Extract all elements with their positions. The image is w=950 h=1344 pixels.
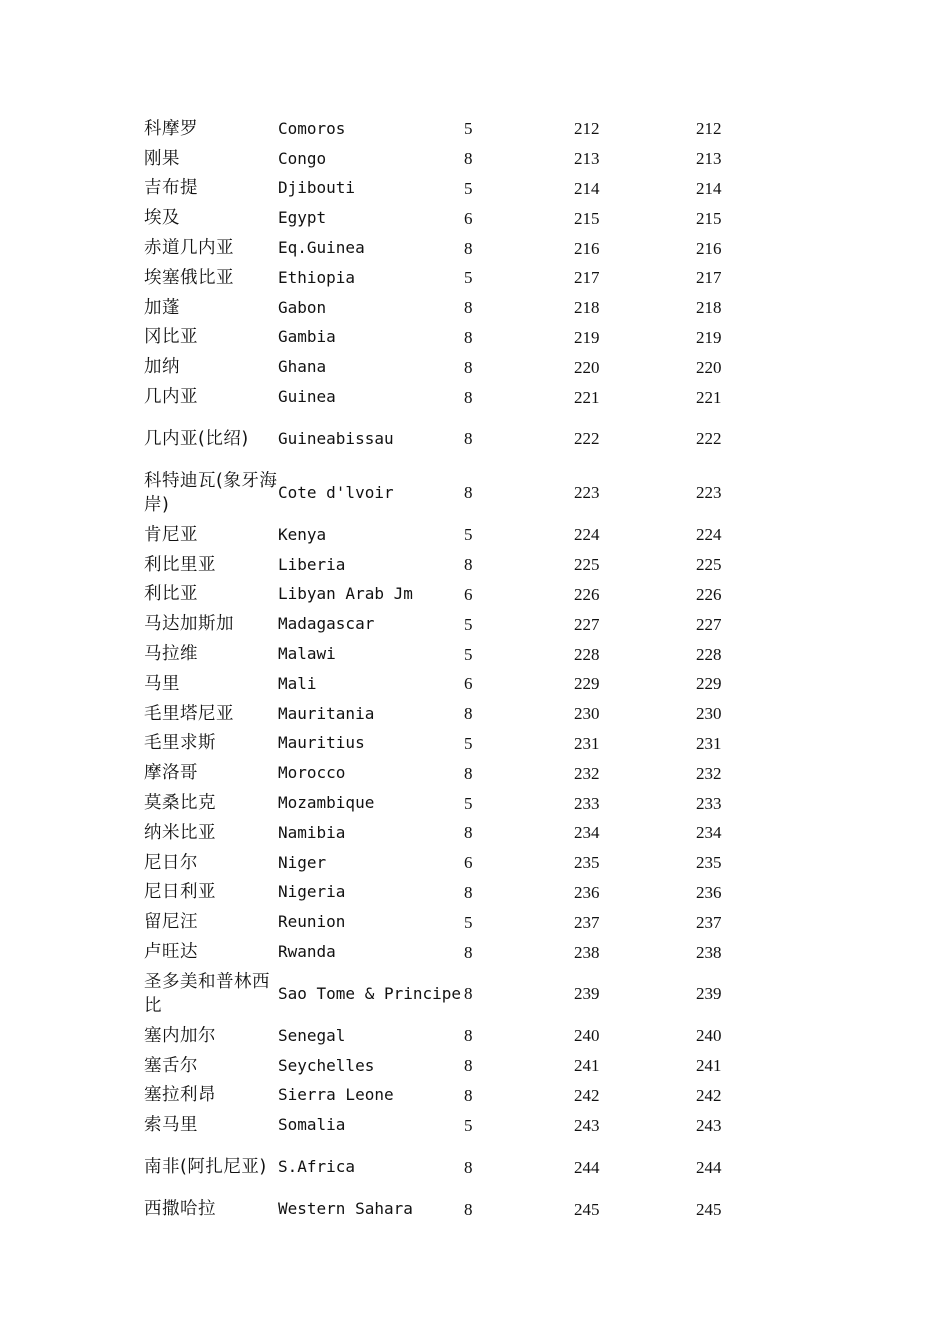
country-name-cn: 加纳 — [144, 357, 180, 378]
country-code-table — [144, 114, 754, 1224]
code-cell-2: 228 — [696, 644, 722, 664]
code-cell-2: 221 — [696, 387, 722, 407]
country-name-en: Namibia — [278, 822, 346, 842]
zone-cell: 8 — [464, 882, 473, 902]
table-row — [144, 699, 754, 729]
zone-cell: 5 — [464, 1115, 473, 1135]
country-name-en: Senegal — [278, 1025, 346, 1045]
table-row — [144, 382, 754, 412]
country-name-en: Congo — [278, 148, 327, 168]
zone-cell: 8 — [464, 298, 473, 318]
table-row — [144, 967, 754, 1021]
zone-cell: 5 — [464, 733, 473, 753]
code-cell: 236 — [574, 882, 600, 902]
zone-cell: 8 — [464, 327, 473, 347]
table-row — [144, 1081, 754, 1111]
zone-cell: 6 — [464, 674, 473, 694]
code-cell-2: 229 — [696, 674, 722, 694]
country-name-en: Seychelles — [278, 1055, 375, 1075]
country-name-en: Ethiopia — [278, 267, 356, 287]
country-name-cn: 塞内加尔 — [144, 1025, 216, 1046]
table-row — [144, 323, 754, 353]
code-cell-2: 239 — [696, 984, 722, 1004]
code-cell: 242 — [574, 1085, 600, 1105]
code-cell-2: 234 — [696, 823, 722, 843]
country-name-en: Mali — [278, 673, 317, 693]
code-cell: 222 — [574, 429, 600, 449]
code-cell-2: 245 — [696, 1199, 722, 1219]
table-row — [144, 937, 754, 967]
country-name-en: Mozambique — [278, 793, 375, 813]
table-row — [144, 669, 754, 699]
code-cell: 226 — [574, 584, 600, 604]
zone-cell: 8 — [464, 823, 473, 843]
zone-cell: 8 — [464, 704, 473, 724]
table-row — [144, 639, 754, 669]
table-row — [144, 263, 754, 293]
table-row — [144, 758, 754, 788]
code-cell: 228 — [574, 644, 600, 664]
country-name-en: Madagascar — [278, 614, 375, 634]
code-cell-2: 237 — [696, 912, 722, 932]
country-name-en: Reunion — [278, 912, 346, 932]
table-row — [144, 878, 754, 908]
country-name-en: Egypt — [278, 208, 327, 228]
zone-cell: 5 — [464, 268, 473, 288]
country-name-en: Morocco — [278, 763, 346, 783]
country-name-en: Guinea — [278, 387, 336, 407]
code-cell: 241 — [574, 1056, 600, 1076]
code-cell: 221 — [574, 387, 600, 407]
country-name-cn: 科摩罗 — [144, 118, 198, 139]
zone-cell: 8 — [464, 357, 473, 377]
code-cell: 218 — [574, 298, 600, 318]
code-cell-2: 240 — [696, 1026, 722, 1046]
code-cell-2: 224 — [696, 525, 722, 545]
zone-cell: 5 — [464, 912, 473, 932]
table-row — [144, 203, 754, 233]
zone-cell: 5 — [464, 525, 473, 545]
country-name-cn: 马拉维 — [144, 644, 198, 665]
code-cell-2: 216 — [696, 238, 722, 258]
zone-cell: 8 — [464, 763, 473, 783]
country-name-cn: 赤道几内亚 — [144, 238, 234, 259]
table-row — [144, 520, 754, 550]
table-row — [144, 1194, 754, 1224]
table-row — [144, 550, 754, 580]
code-cell-2: 235 — [696, 853, 722, 873]
code-cell: 223 — [574, 483, 600, 503]
code-cell-2: 230 — [696, 704, 722, 724]
code-cell-2: 214 — [696, 178, 722, 198]
code-cell: 245 — [574, 1199, 600, 1219]
country-name-en: Gabon — [278, 297, 327, 317]
code-cell: 217 — [574, 268, 600, 288]
country-name-en: Sao Tome & Principe — [278, 983, 462, 1003]
table-row — [144, 729, 754, 759]
country-name-cn: 几内亚(比绍) — [144, 428, 249, 449]
table-row — [144, 580, 754, 610]
country-name-en: Liberia — [278, 554, 346, 574]
code-cell: 233 — [574, 793, 600, 813]
table-row — [144, 233, 754, 263]
code-cell: 231 — [574, 733, 600, 753]
code-cell-2: 217 — [696, 268, 722, 288]
table-row — [144, 466, 754, 520]
code-cell-2: 232 — [696, 763, 722, 783]
code-cell-2: 219 — [696, 327, 722, 347]
zone-cell: 5 — [464, 178, 473, 198]
country-name-en: Mauritius — [278, 733, 365, 753]
table-row — [144, 609, 754, 639]
code-cell-2: 222 — [696, 429, 722, 449]
country-name-cn: 尼日利亚 — [144, 882, 216, 903]
country-name-cn: 卢旺达 — [144, 942, 198, 963]
table-row — [144, 1051, 754, 1081]
country-name-en: Nigeria — [278, 882, 346, 902]
country-name-cn: 圣多美和普林西比 — [144, 971, 270, 1016]
country-name-cn: 塞舌尔 — [144, 1055, 198, 1076]
country-name-cn: 加蓬 — [144, 297, 180, 318]
table-body — [144, 114, 754, 1224]
zone-cell: 8 — [464, 387, 473, 407]
country-name-cn: 几内亚 — [144, 387, 198, 408]
zone-cell: 5 — [464, 644, 473, 664]
country-name-en: Rwanda — [278, 942, 336, 962]
table-row — [144, 293, 754, 323]
country-name-cn: 毛里求斯 — [144, 733, 216, 754]
country-name-cn: 埃及 — [144, 208, 180, 229]
country-name-en: Mauritania — [278, 703, 375, 723]
table-row — [144, 412, 754, 466]
country-name-cn: 西撒哈拉 — [144, 1199, 216, 1219]
code-cell: 229 — [574, 674, 600, 694]
code-cell: 216 — [574, 238, 600, 258]
country-name-en: Gambia — [278, 327, 336, 347]
zone-cell: 6 — [464, 584, 473, 604]
zone-cell: 8 — [464, 1056, 473, 1076]
code-cell-2: 243 — [696, 1115, 722, 1135]
country-name-en: Malawi — [278, 644, 336, 664]
country-name-en: Ghana — [278, 357, 327, 377]
table-row — [144, 144, 754, 174]
code-cell: 230 — [574, 704, 600, 724]
country-name-cn: 冈比亚 — [144, 327, 198, 348]
code-cell: 237 — [574, 912, 600, 932]
table-row — [144, 352, 754, 382]
code-cell: 224 — [574, 525, 600, 545]
code-cell-2: 218 — [696, 298, 722, 318]
code-cell: 239 — [574, 984, 600, 1004]
code-cell: 240 — [574, 1026, 600, 1046]
zone-cell: 8 — [464, 1026, 473, 1046]
code-cell: 235 — [574, 853, 600, 873]
code-cell: 219 — [574, 327, 600, 347]
country-name-cn: 利比亚 — [144, 584, 198, 605]
country-name-en: S.Africa — [278, 1157, 356, 1177]
zone-cell: 8 — [464, 1085, 473, 1105]
code-cell: 243 — [574, 1115, 600, 1135]
zone-cell: 8 — [464, 483, 473, 503]
zone-cell: 8 — [464, 555, 473, 575]
code-cell-2: 236 — [696, 882, 722, 902]
country-name-en: Libyan Arab Jm — [278, 584, 413, 604]
country-name-cn: 刚果 — [144, 148, 180, 169]
country-name-cn: 吉布提 — [144, 178, 198, 199]
code-cell-2: 238 — [696, 942, 722, 962]
code-cell-2: 223 — [696, 483, 722, 503]
code-cell-2: 226 — [696, 584, 722, 604]
zone-cell: 8 — [464, 1157, 473, 1177]
code-cell-2: 225 — [696, 555, 722, 575]
zone-cell: 5 — [464, 614, 473, 634]
table-row — [144, 818, 754, 848]
table-row — [144, 1021, 754, 1051]
code-cell-2: 244 — [696, 1157, 722, 1177]
zone-cell: 8 — [464, 149, 473, 169]
country-name-cn: 利比里亚 — [144, 554, 216, 575]
code-cell: 213 — [574, 149, 600, 169]
zone-cell: 6 — [464, 208, 473, 228]
country-name-cn: 索马里 — [144, 1115, 198, 1136]
country-name-cn: 纳米比亚 — [144, 822, 216, 843]
code-cell: 212 — [574, 119, 600, 139]
country-name-cn: 埃塞俄比亚 — [144, 267, 234, 288]
code-cell: 232 — [574, 763, 600, 783]
country-name-en: Western Sahara — [278, 1199, 413, 1218]
country-name-en: Kenya — [278, 524, 327, 544]
country-name-cn: 塞拉利昂 — [144, 1085, 216, 1106]
code-cell-2: 213 — [696, 149, 722, 169]
table-row — [144, 788, 754, 818]
table-row — [144, 848, 754, 878]
zone-cell: 5 — [464, 793, 473, 813]
country-name-en: Cote d'lvoir — [278, 482, 394, 502]
code-cell-2: 212 — [696, 119, 722, 139]
code-cell-2: 241 — [696, 1056, 722, 1076]
country-name-en: Somalia — [278, 1115, 346, 1135]
code-cell: 215 — [574, 208, 600, 228]
country-name-cn: 摩洛哥 — [144, 763, 198, 784]
code-cell-2: 231 — [696, 733, 722, 753]
code-cell: 244 — [574, 1157, 600, 1177]
code-cell-2: 242 — [696, 1085, 722, 1105]
code-cell: 225 — [574, 555, 600, 575]
country-name-cn: 南非(阿扎尼亚) — [144, 1157, 267, 1178]
code-cell: 238 — [574, 942, 600, 962]
country-name-en: Guineabissau — [278, 428, 394, 448]
zone-cell: 8 — [464, 1199, 473, 1219]
country-name-cn: 莫桑比克 — [144, 793, 216, 814]
country-name-cn: 肯尼亚 — [144, 524, 198, 545]
country-name-cn: 留尼汪 — [144, 912, 198, 933]
zone-cell: 6 — [464, 853, 473, 873]
code-cell-2: 215 — [696, 208, 722, 228]
zone-cell: 8 — [464, 429, 473, 449]
code-cell-2: 220 — [696, 357, 722, 377]
country-name-cn: 科特迪瓦(象牙海岸) — [144, 470, 278, 515]
country-name-en: Djibouti — [278, 178, 356, 198]
country-name-en: Niger — [278, 852, 327, 872]
code-cell-2: 233 — [696, 793, 722, 813]
zone-cell: 5 — [464, 119, 473, 139]
code-cell-2: 227 — [696, 614, 722, 634]
table-row — [144, 1110, 754, 1140]
zone-cell: 8 — [464, 942, 473, 962]
table-row — [144, 907, 754, 937]
country-name-en: Eq.Guinea — [278, 238, 365, 258]
code-cell: 227 — [574, 614, 600, 634]
country-name-en: Comoros — [278, 118, 346, 138]
zone-cell: 8 — [464, 238, 473, 258]
country-name-cn: 毛里塔尼亚 — [144, 703, 234, 724]
code-cell: 234 — [574, 823, 600, 843]
code-cell: 214 — [574, 178, 600, 198]
country-name-en: Sierra Leone — [278, 1085, 394, 1105]
code-cell: 220 — [574, 357, 600, 377]
table-row — [144, 174, 754, 204]
country-name-cn: 马达加斯加 — [144, 614, 234, 635]
country-name-cn: 尼日尔 — [144, 852, 198, 873]
zone-cell: 8 — [464, 984, 473, 1004]
table-row — [144, 114, 754, 144]
country-name-cn: 马里 — [144, 673, 180, 694]
table-row — [144, 1140, 754, 1194]
